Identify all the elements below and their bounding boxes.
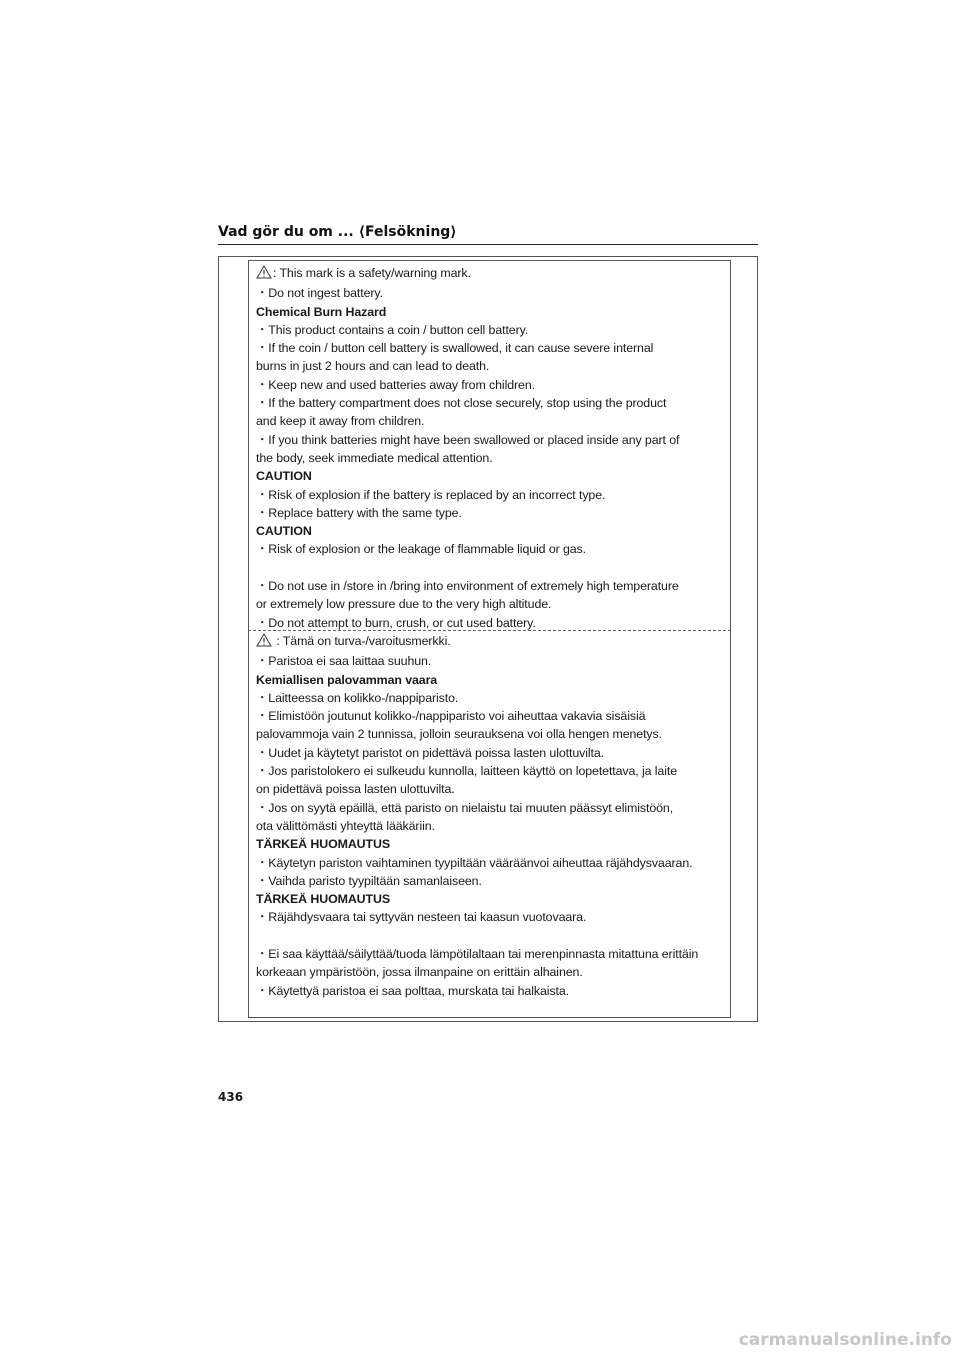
header-divider — [218, 244, 758, 245]
text-line — [256, 264, 730, 284]
text-line-content: and keep it away from children. — [256, 414, 425, 429]
text-line-content: ・Do not attempt to burn, crush, or cut used battery. — [256, 615, 536, 630]
section-heading — [256, 303, 730, 321]
text-line-content: ・Ei saa käyttää/säilyttää/tuoda lämpötilaltaan tai merenpinnasta mitattuna erittäin — [256, 947, 699, 962]
text-line-content: : This mark is a safety/warning mark. — [273, 266, 471, 280]
text-line-content: burns in just 2 hours and can lead to death. — [256, 359, 490, 374]
text-line-content: ・Keep new and used batteries away from children. — [256, 377, 535, 392]
text-line-content: ・Do not use in /store in /bring into environment of extremely high temperature — [256, 579, 679, 594]
text-line — [256, 854, 730, 872]
english-warning-section — [256, 264, 730, 632]
text-line-content: palovammoja vain 2 tunnissa, jolloin seurauksena voi olla hengen menetys. — [256, 727, 662, 742]
text-line — [256, 799, 730, 817]
section-heading — [256, 890, 730, 908]
text-line — [256, 817, 730, 835]
text-line — [256, 927, 730, 945]
page-header-title: Vad gör du om ... ⟨Felsökning⟩ — [218, 224, 457, 240]
warning-triangle-icon — [256, 633, 272, 652]
text-line — [256, 963, 730, 981]
text-line — [256, 540, 730, 558]
text-line — [256, 780, 730, 798]
text-line — [256, 689, 730, 707]
text-line — [256, 339, 730, 357]
text-line-content: ・Jos on syytä epäillä, että paristo on nielaistu tai muuten päässyt elimistöön, — [256, 800, 674, 815]
text-line-content: ・Paristoa ei saa laittaa suuhun. — [256, 654, 432, 669]
section-heading — [256, 522, 730, 540]
text-line-content: ota välittömästi yhteyttä lääkäriin. — [256, 818, 435, 833]
text-line — [256, 762, 730, 780]
text-line-content: on pidettävä poissa lasten ulottuvilta. — [256, 782, 455, 797]
section-heading — [256, 467, 730, 485]
text-line — [256, 982, 730, 1000]
text-line — [256, 376, 730, 394]
text-line — [256, 357, 730, 375]
text-line-content: ・Risk of explosion or the leakage of flammable liquid or gas. — [256, 542, 586, 557]
text-line-content: ・Käytetyn pariston vaihtaminen tyypiltään vääräänvoi aiheuttaa räjähdysvaaran. — [256, 855, 693, 870]
text-line — [256, 394, 730, 412]
text-line — [256, 504, 730, 522]
text-line — [256, 725, 730, 743]
text-line — [256, 486, 730, 504]
text-line-content: the body, seek immediate medical attention. — [256, 450, 493, 465]
text-line-content: ・Elimistöön joutunut kolikko-/nappiparisto voi aiheuttaa vakavia sisäisiä — [256, 709, 646, 724]
text-line — [256, 614, 730, 632]
text-line-content: ・Vaihda paristo tyypiltään samanlaiseen. — [256, 873, 482, 888]
text-line-content: ・Käytettyä paristoa ei saa polttaa, murskata tai halkaista. — [256, 983, 569, 998]
text-line — [256, 577, 730, 595]
warning-triangle-icon — [256, 265, 272, 284]
text-line-content: ・Räjähdysvaara tai syttyvän nesteen tai kaasun vuotovaara. — [256, 910, 587, 925]
text-line-content: ・This product contains a coin / button cell battery. — [256, 322, 529, 337]
text-line — [256, 321, 730, 339]
text-line-content: ・Jos paristolokero ei sulkeudu kunnolla, laitteen käyttö on lopetettava, ja laite — [256, 764, 678, 779]
text-line — [256, 284, 730, 302]
text-line-content: CAUTION — [256, 469, 312, 484]
text-line-content: ・Uudet ja käytetyt paristot on pidettävä poissa lasten ulottuvilta. — [256, 745, 605, 760]
text-line-content: ・If the coin / button cell battery is swallowed, it can cause severe internal — [256, 341, 654, 356]
text-line — [256, 412, 730, 430]
text-line-content: ・Laitteessa on kolikko-/nappiparisto. — [256, 690, 459, 705]
text-line-content: ・If you think batteries might have been swallowed or placed inside any part of — [256, 432, 680, 447]
text-line — [256, 559, 730, 577]
text-line — [256, 431, 730, 449]
text-line — [256, 872, 730, 890]
section-heading — [256, 835, 730, 853]
text-line-content: or extremely low pressure due to the very high altitude. — [256, 597, 552, 612]
text-line-content: korkeaan ympäristöön, jossa ilmanpaine on erittäin alhainen. — [256, 965, 583, 980]
text-line — [256, 595, 730, 613]
text-line — [256, 908, 730, 926]
text-line — [256, 744, 730, 762]
text-line-content: ・Risk of explosion if the battery is replaced by an incorrect type. — [256, 487, 606, 502]
text-line-content: : Tämä on turva-/varoitusmerkki. — [273, 634, 451, 648]
text-line-content: CAUTION — [256, 524, 312, 539]
section-heading — [256, 671, 730, 689]
text-line-content: Chemical Burn Hazard — [256, 304, 387, 319]
text-line — [256, 945, 730, 963]
watermark: carmanualsonline.info — [738, 1330, 952, 1350]
text-line-content: ・Replace battery with the same type. — [256, 505, 462, 520]
text-line — [256, 449, 730, 467]
text-line — [256, 632, 730, 652]
text-line-content: TÄRKEÄ HUOMAUTUS — [256, 892, 391, 907]
text-line-content: ・Do not ingest battery. — [256, 286, 383, 301]
page-number: 436 — [218, 1090, 244, 1104]
text-line-content: TÄRKEÄ HUOMAUTUS — [256, 837, 391, 852]
text-line — [256, 652, 730, 670]
text-line-content: Kemiallisen palovamman vaara — [256, 672, 438, 687]
text-line-content: ・If the battery compartment does not close securely, stop using the product — [256, 396, 667, 411]
top-dashed-divider — [248, 260, 731, 261]
text-line — [256, 707, 730, 725]
finnish-warning-section — [256, 632, 730, 1000]
